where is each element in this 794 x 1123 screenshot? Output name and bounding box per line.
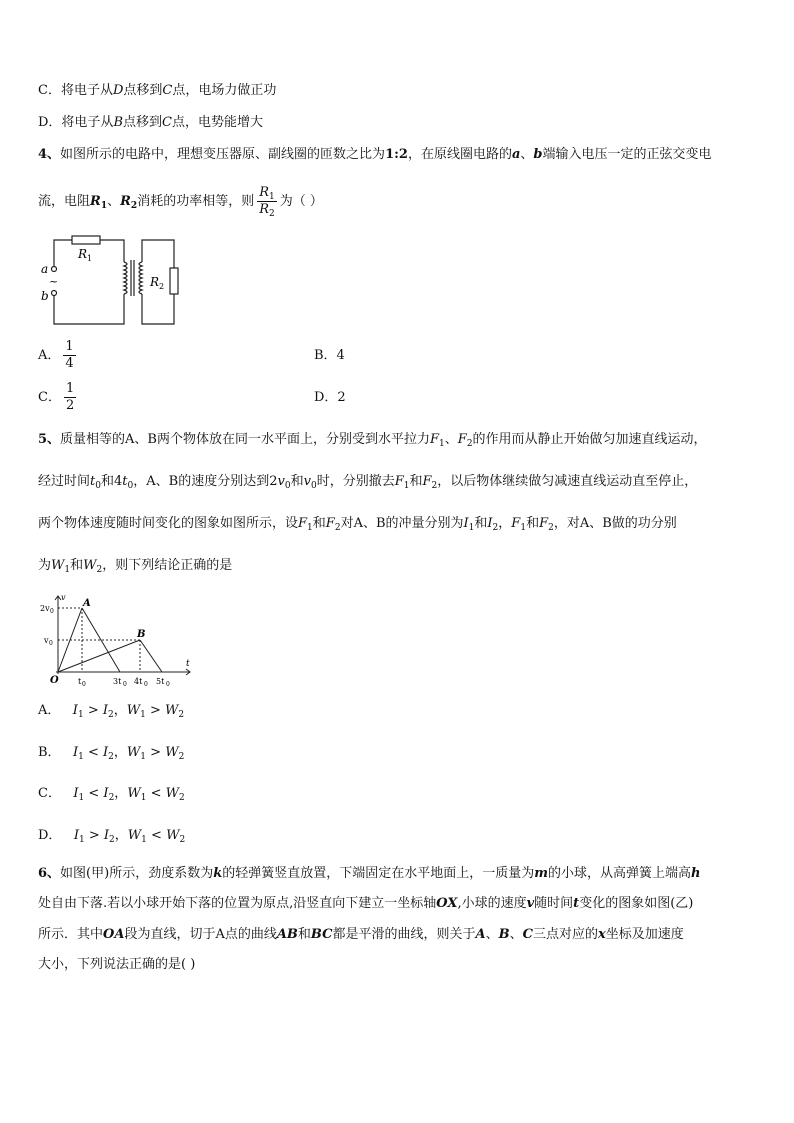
origin-label: O bbox=[50, 675, 59, 686]
line-b-decelerate bbox=[140, 640, 162, 672]
q4-option-b: B．4 bbox=[314, 348, 345, 363]
q5-option-c: C． $I_1 < I_2$，$W_1 < W_2$ bbox=[38, 786, 185, 803]
q3-option-d: D．将电子从B点移到C点，电势能增大 bbox=[38, 115, 263, 130]
ratio-fraction: $\frac{R_1}{R_2}$ bbox=[259, 185, 275, 219]
svg-text:4t: 4t bbox=[134, 677, 143, 686]
svg-text:0: 0 bbox=[123, 681, 127, 688]
resistor-r1 bbox=[72, 236, 100, 244]
point-a-label: A bbox=[83, 598, 91, 609]
point-b-label: B bbox=[137, 629, 146, 640]
q5-option-a: A． $I_1 > I_2$，$W_1 > W_2$ bbox=[38, 703, 185, 720]
q5-option-b: B． $I_1 < I_2$，$W_1 > W_2$ bbox=[38, 745, 185, 762]
label-r2: R bbox=[150, 275, 160, 289]
q6-stem-line2: 处自由下落.若以小球开始下落的位置为原点,沿竖直向下建立一坐标轴OX,小球的速度v随时间t变化的图象如图(乙) bbox=[38, 896, 694, 911]
svg-text:t: t bbox=[78, 677, 82, 686]
svg-text:2: 2 bbox=[159, 282, 165, 291]
q6-stem-line4: 大小，下列说法正确的是( ) bbox=[38, 957, 196, 972]
svg-text:3t: 3t bbox=[113, 677, 122, 686]
svg-text:t: t bbox=[186, 659, 190, 669]
q4-stem-line2: 流，电阻$R_1$、$R_2$消耗的功率相等，则 $\frac{R_1}{R_2}$ 为（ ） bbox=[38, 185, 323, 219]
q4-option-d: D．2 bbox=[314, 390, 346, 405]
label-a: a bbox=[41, 262, 49, 276]
secondary-coil bbox=[139, 262, 142, 294]
q3-option-c: C．将电子从D点移到C点，电场力做正功 bbox=[38, 83, 277, 98]
svg-text:0: 0 bbox=[49, 640, 53, 647]
svg-text:0: 0 bbox=[50, 608, 54, 615]
q5-stem-line2: 经过时间$t_0$和$4t_0$，A、B的速度分别达到$2v_0$和$v_0$时，分别撤去$F_1$和$F_2$，以后物体继续做匀减速直线运动直至停止， bbox=[38, 474, 698, 491]
label-b: b bbox=[41, 289, 49, 303]
q6-stem-line1: 6、如图(甲)所示，劲度系数为k的轻弹簧竖直放置，下端固定在水平地面上，一质量为m的小球，从高弹簧上端高h bbox=[38, 866, 701, 881]
svg-text:1: 1 bbox=[87, 254, 93, 263]
q5-stem-line4: 为$W_1$和$W_2$，则下列结论正确的是 bbox=[38, 558, 233, 575]
transformer-circuit-diagram bbox=[36, 232, 186, 328]
terminal-a bbox=[52, 267, 57, 272]
q6-stem-line3: 所示．其中OA段为直线，切于A点的曲线AB和BC都是平滑的曲线，则关于A、B、C三点对应的x坐标及加速度 bbox=[38, 927, 684, 942]
svg-text:0: 0 bbox=[82, 681, 86, 688]
terminal-b bbox=[52, 291, 57, 296]
resistor-r2 bbox=[170, 268, 178, 294]
q5-option-d: D． $I_1 > I_2$，$W_1 < W_2$ bbox=[38, 828, 186, 845]
svg-text:0: 0 bbox=[166, 681, 170, 688]
velocity-time-graph bbox=[36, 590, 196, 688]
ac-source-symbol: ~ bbox=[49, 275, 59, 288]
svg-text:v: v bbox=[61, 593, 66, 602]
q5-stem-line3: 两个物体速度随时间变化的图象如图所示，设$F_1$和$F_2$对A、B的冲量分别为$I_1$和$I_2$，$F_1$和$F_2$，对A、B做的功分别 bbox=[38, 516, 677, 533]
label-r1: R bbox=[78, 247, 88, 261]
q4-stem-line1: 4、如图所示的电路中，理想变压器原、副线圈的匝数之比为1:2，在原线圈电路的a、b端输入电压一定的正弦交变电 bbox=[38, 147, 712, 162]
svg-text:v: v bbox=[44, 636, 49, 645]
svg-text:2v: 2v bbox=[40, 604, 50, 613]
svg-text:5t: 5t bbox=[156, 677, 165, 686]
q5-stem-line1: 5、质量相等的A、B两个物体放在同一水平面上，分别受到水平拉力$F_1$、$F_2$的作用而从静止开始做匀加速直线运动， bbox=[38, 432, 707, 449]
svg-text:0: 0 bbox=[144, 681, 148, 688]
line-b-accelerate bbox=[58, 640, 140, 672]
primary-coil bbox=[124, 262, 127, 294]
q4-option-a: A． $\frac{1}{4}$ bbox=[38, 339, 74, 371]
q4-option-c: C． $\frac{1}{2}$ bbox=[38, 381, 75, 413]
